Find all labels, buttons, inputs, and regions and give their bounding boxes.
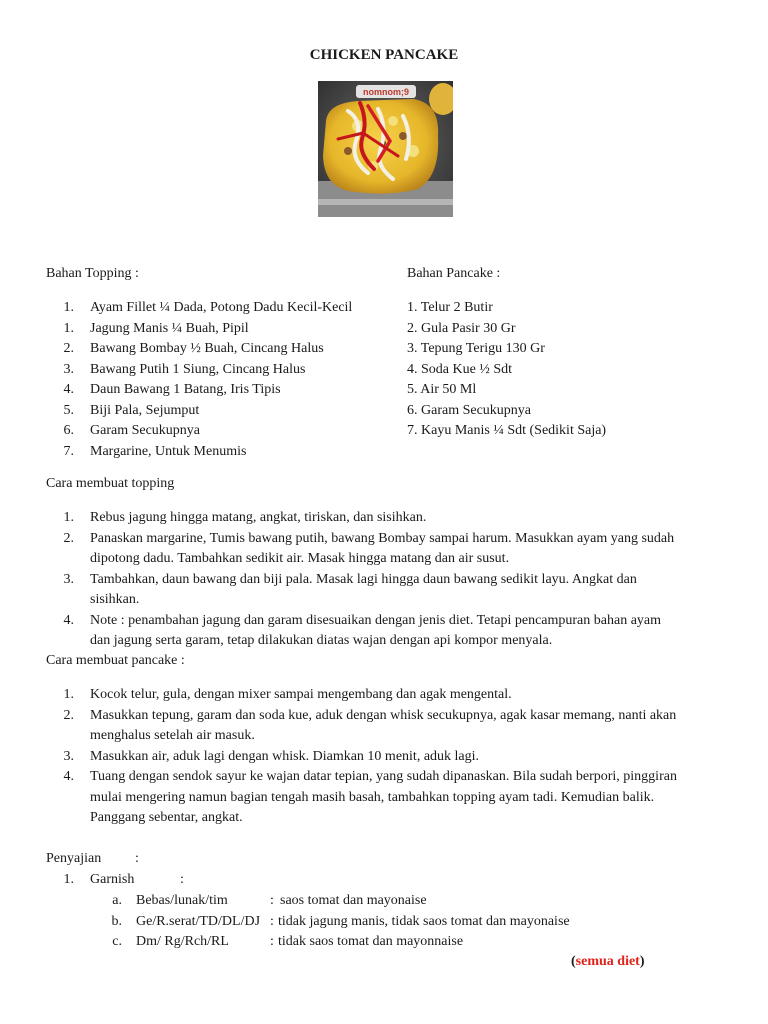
list-item: 4. Daun Bawang 1 Batang, Iris Tipis bbox=[63, 382, 281, 397]
list-item: 4. Tuang dengan sendok sayur ke wajan datar tepian, yang sudah dipanaskan. Bila sudah berpori, pinggiran mulai mengering namun bagian tengah masih basah, tambahkan topping ayam tadi. Kemudian balik. Panggang sebentar, angkat. bbox=[63, 769, 677, 825]
list-item: 1. Ayam Fillet ¼ Dada, Potong Dadu Kecil-Kecil bbox=[63, 300, 353, 315]
list-item: 1. Jagung Manis ¼ Buah, Pipil bbox=[63, 320, 249, 336]
topping-method-list bbox=[60, 508, 740, 652]
pancake-list bbox=[407, 298, 606, 442]
list-item: 1. Rebus jagung hingga matang, angkat, tiriskan, dan sisihkan. bbox=[63, 510, 427, 525]
list-item: 3. Tepung Terigu 130 Gr bbox=[407, 341, 545, 356]
diet-note-text: semua diet bbox=[575, 954, 640, 969]
topping-method-heading: Cara membuat topping bbox=[46, 476, 175, 491]
pancake-image bbox=[318, 81, 453, 217]
list-item: 3. Bawang Putih 1 Siung, Cincang Halus bbox=[63, 361, 306, 377]
list-item: 1. Kocok telur, gula, dengan mixer sampai mengembang dan agak mengental. bbox=[63, 687, 512, 702]
list-item: 3. Masukkan air, aduk lagi dengan whisk. Diamkan 10 menit, aduk lagi. bbox=[63, 748, 480, 764]
pancake-method-list bbox=[60, 685, 750, 829]
pancake-photo bbox=[318, 81, 453, 217]
list-item: 7. Kayu Manis ¼ Sdt (Sedikit Saja) bbox=[407, 423, 607, 438]
watermark-text: nomnom;9 bbox=[363, 87, 409, 97]
pancake-heading: Bahan Pancake : bbox=[407, 266, 501, 281]
list-item: 6. Garam Secukupnya bbox=[407, 402, 532, 418]
list-item: 4. Note : penambahan jagung dan garam disesuaikan dengan jenis diet. Tetapi pencampuran bahan ayam dan jagung serta garam, tetap dilakukan diatas wajan dengan api kompor menyala. bbox=[63, 612, 662, 648]
serving-label: Penyajian bbox=[46, 851, 102, 866]
list-item: 5. Biji Pala, Sejumput bbox=[63, 402, 200, 418]
garnish-label: Garnish bbox=[90, 872, 135, 887]
garnish-number: 1. bbox=[63, 872, 74, 887]
list-item: 6. Garam Secukupnya bbox=[63, 423, 201, 438]
list-item: 2. Masukkan tepung, garam dan soda kue, aduk dengan whisk secukupnya, agak kasar memang, nanti akan menghalus setelah air masuk. bbox=[63, 707, 677, 743]
list-item: 1. Telur 2 Butir bbox=[407, 300, 493, 315]
pancake-method-heading: Cara membuat pancake : bbox=[46, 653, 185, 668]
list-item: 5. Air 50 Ml bbox=[407, 382, 477, 397]
topping-list bbox=[60, 298, 380, 462]
page-title: CHICKEN PANCAKE bbox=[309, 47, 459, 63]
list-item: c. Dm/ Rg/Rch/RL : tidak saos tomat dan mayonnaise bbox=[112, 934, 464, 949]
list-item: 2. Panaskan margarine, Tumis bawang putih, bawang Bombay sampai harum. Masukkan ayam yang sudah dipotong dadu. Tambahkan sedikit air. Masak hingga matang dan air susut. bbox=[63, 530, 675, 566]
list-item: b. Ge/R.serat/TD/DL/DJ : tidak jagung manis, tidak saos tomat dan mayonaise bbox=[111, 913, 570, 929]
garnish-colon: : bbox=[180, 872, 184, 887]
list-item: 4. Soda Kue ½ Sdt bbox=[407, 361, 512, 377]
list-item: 3. Tambahkan, daun bawang dan biji pala. Masak lagi hingga daun bawang sedikit layu. Angkat dan sisihkan. bbox=[63, 571, 637, 607]
topping-heading: Bahan Topping : bbox=[46, 266, 139, 281]
garnish-list bbox=[110, 891, 670, 953]
list-item: 2. Bawang Bombay ½ Buah, Cincang Halus bbox=[63, 341, 324, 356]
list-item: 7. Margarine, Untuk Menumis bbox=[63, 443, 247, 459]
list-item: 2. Gula Pasir 30 Gr bbox=[407, 320, 516, 336]
list-item: a. Bebas/lunak/tim : saos tomat dan mayonaise bbox=[112, 893, 427, 908]
serving-colon: : bbox=[135, 851, 139, 866]
diet-note: (semua diet) bbox=[571, 954, 645, 969]
